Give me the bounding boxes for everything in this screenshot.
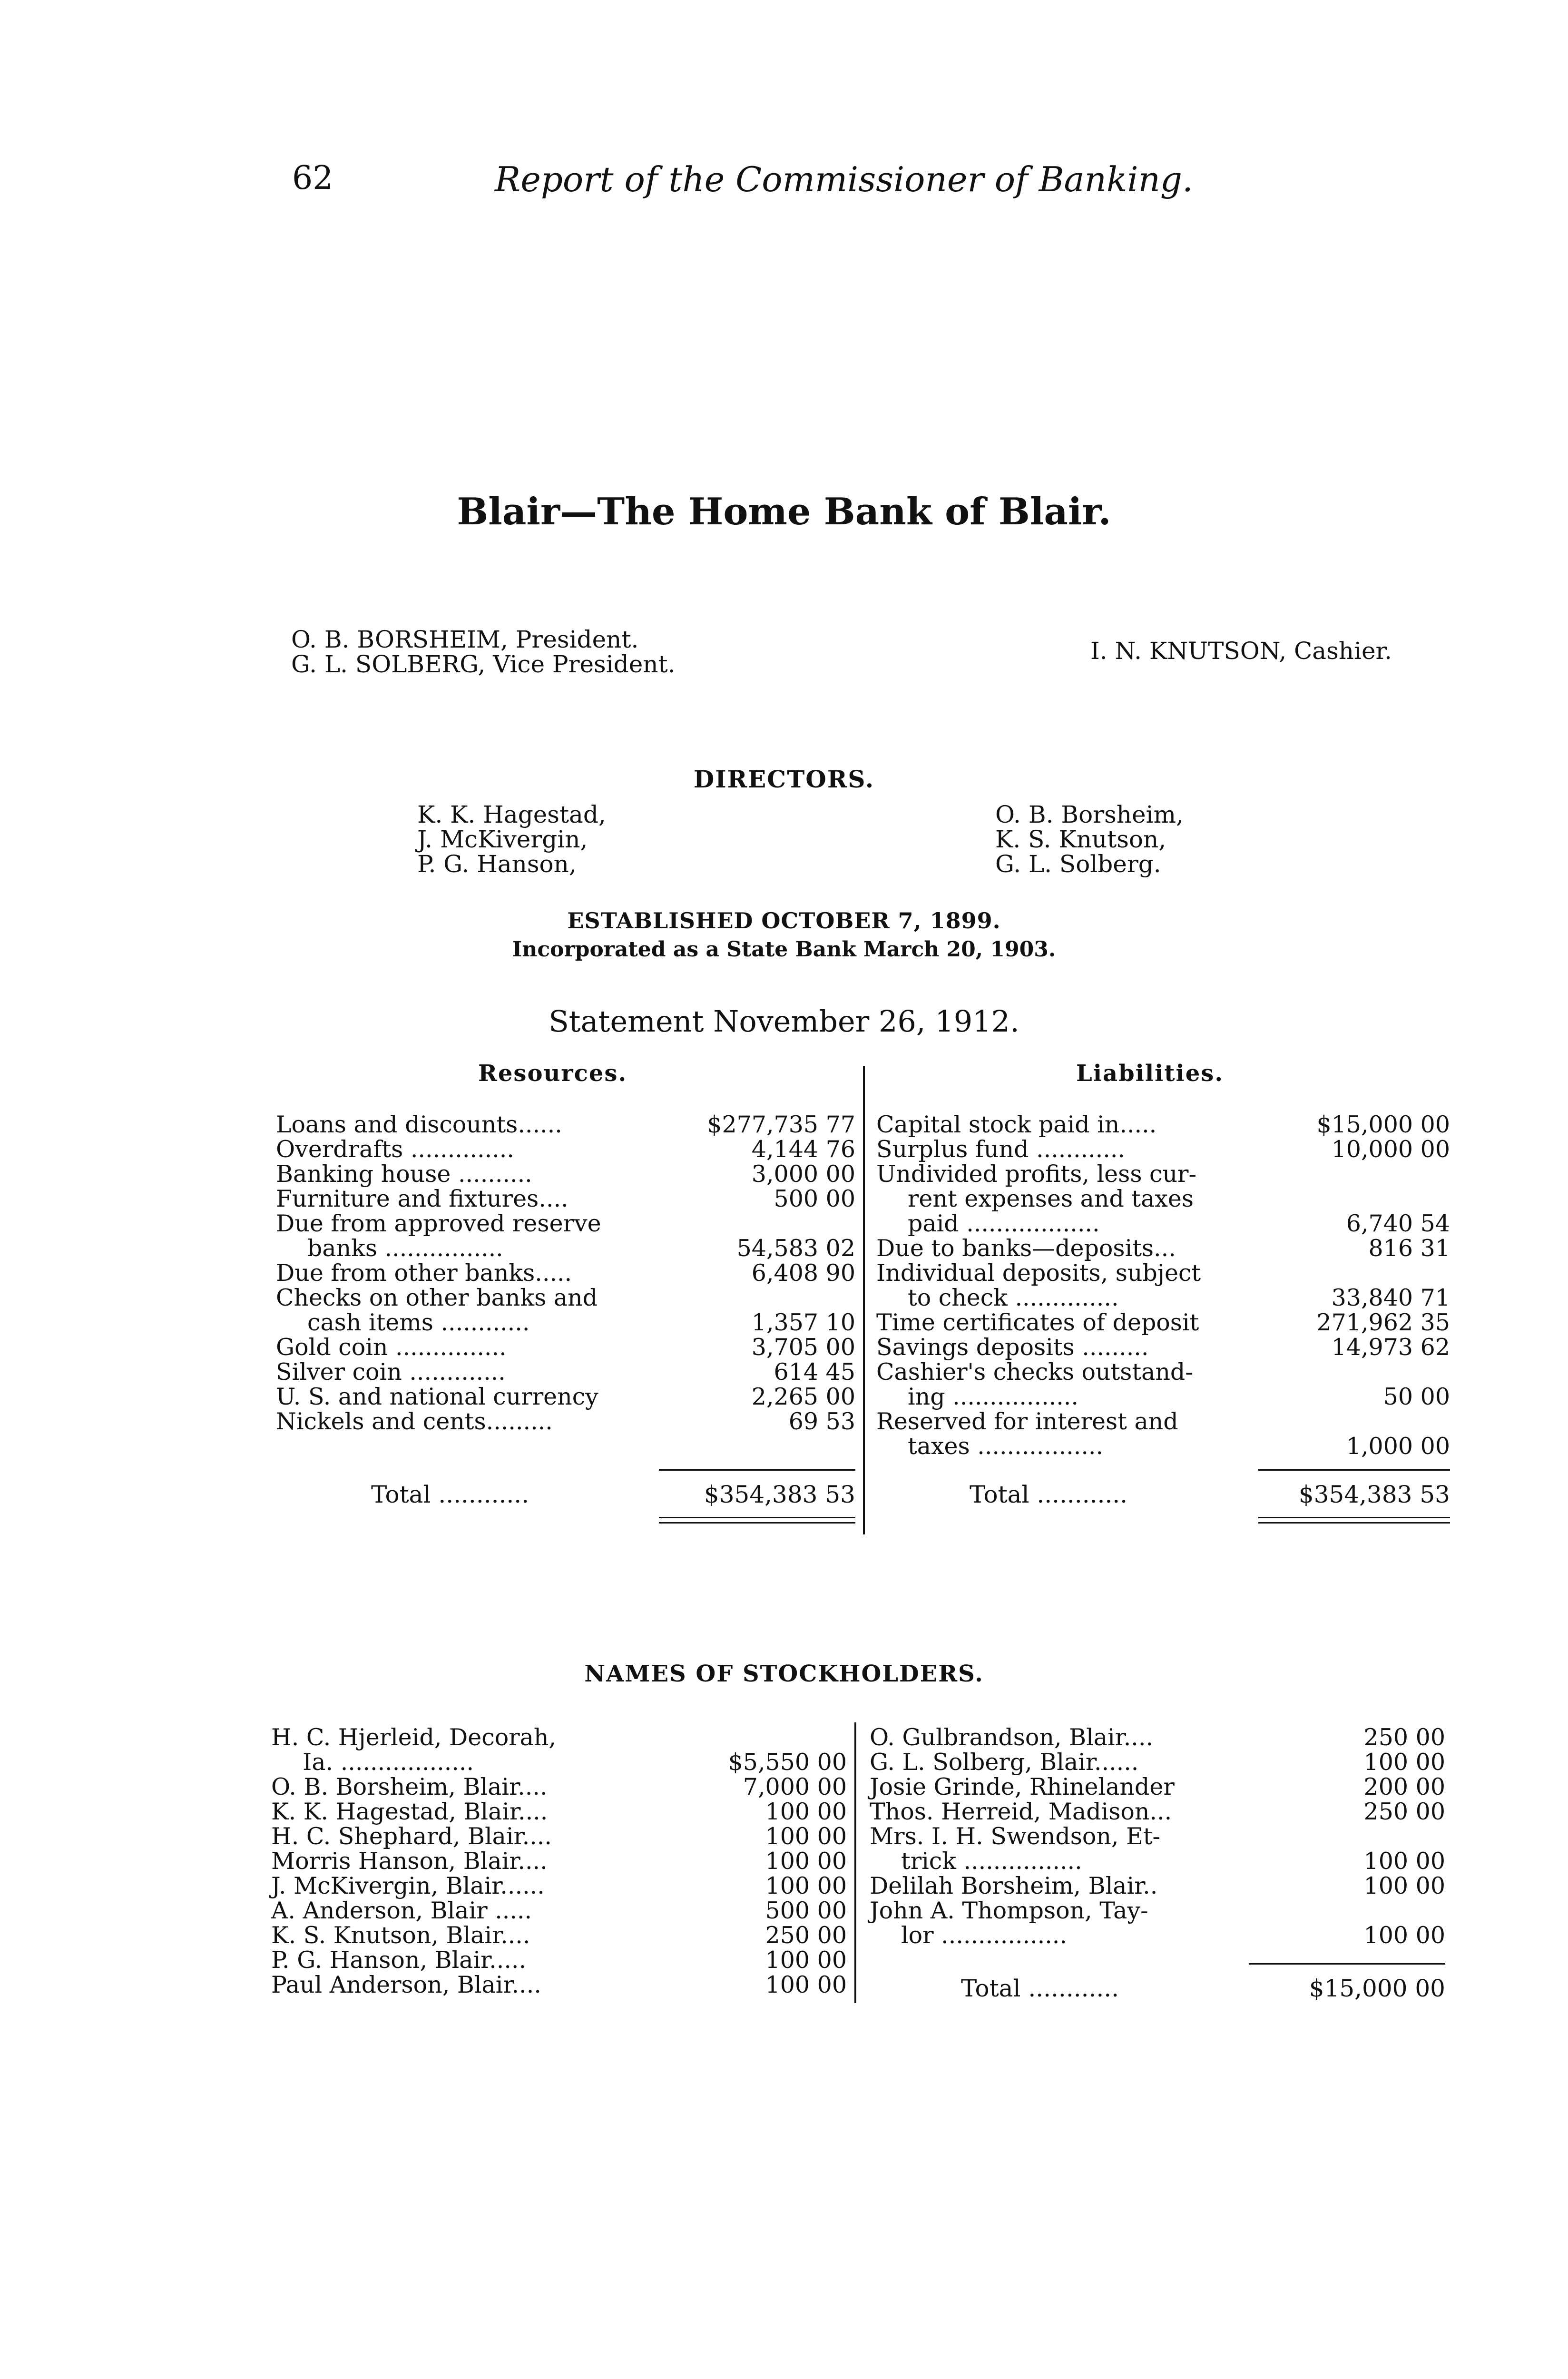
stockholder-row [870,1775,1445,1799]
stockholders-total-label: Total ............ [961,1975,1119,2002]
stockholder-amount: 100 00 [765,1872,847,1899]
stockholder-row [870,1898,1445,1923]
stockholder-row [870,1799,1445,1824]
stockholder-name: H. C. Hjerleid, Decorah, [271,1724,556,1751]
ledger-label: Gold coin ............... [276,1334,507,1361]
ledger-amount: 271,962 35 [1316,1309,1450,1336]
ledger-label: Time certificates of deposit [876,1309,1199,1336]
ledger-row [876,1360,1450,1385]
stockholder-name: trick ................ [901,1848,1082,1875]
ledger-amount: 816 31 [1368,1235,1450,1262]
stockholder-row [271,1824,847,1849]
ledger-amount: 500 00 [774,1185,855,1212]
resources-total-amount: $354,383 53 [704,1481,855,1508]
resources-ledger [276,1112,855,1434]
stockholder-amount: 100 00 [1363,1848,1445,1875]
ledger-amount: 614 45 [774,1358,855,1386]
ledger-row [876,1286,1450,1310]
stockholder-row [870,1923,1445,1948]
ledger-label: to check .............. [908,1284,1119,1311]
resources-heading: Resources. [478,1060,627,1087]
ledger-label: banks ................ [307,1235,503,1262]
ledger-label: Capital stock paid in..... [876,1111,1157,1138]
ledger-label: Silver coin ............. [276,1358,506,1386]
ledger-label: U. S. and national currency [276,1383,598,1410]
directors-right-column [995,802,1184,876]
ledger-label: Furniture and fixtures.... [276,1185,568,1212]
ledger-row [876,1409,1450,1434]
ledger-amount: 3,000 00 [751,1160,855,1188]
stockholder-amount: 200 00 [1363,1773,1445,1800]
stockholder-amount: 100 00 [765,1798,847,1825]
stockholder-name: H. C. Shephard, Blair.... [271,1823,552,1850]
ledger-row [876,1335,1450,1360]
ledger-label: Overdrafts .............. [276,1136,514,1163]
stockholder-name: P. G. Hanson, Blair..... [271,1946,527,1974]
stockholders-column-divider [854,1722,856,2003]
ledger-label: Nickels and cents......... [276,1408,553,1435]
stockholder-row [870,1824,1445,1849]
liabilities-total-amount: $354,383 53 [1298,1481,1450,1508]
resources-total-rule [659,1469,855,1471]
ledger-label: cash items ............ [307,1309,530,1336]
stockholders-right-list [870,1725,1445,1948]
ledger-label: Savings deposits ......... [876,1334,1149,1361]
stockholder-row [271,1750,847,1775]
director-name: G. L. Solberg. [995,850,1161,878]
statement-column-divider [863,1066,865,1534]
stockholders-total-amount: $15,000 00 [1309,1975,1445,2002]
ledger-label: Reserved for interest and [876,1408,1178,1435]
incorporated-line: Incorporated as a State Bank March 20, 1903. [512,937,1056,962]
stockholder-amount: 250 00 [1363,1798,1445,1825]
stockholders-total-row [961,1975,1445,2001]
ledger-amount: 33,840 71 [1331,1284,1450,1311]
ledger-label: Cashier's checks outstand- [876,1358,1193,1386]
ledger-row [276,1286,855,1310]
liabilities-heading: Liabilities. [1076,1060,1224,1087]
resources-total-row [371,1481,855,1507]
ledger-row [276,1335,855,1360]
stockholder-amount: 500 00 [765,1897,847,1924]
stockholder-name: Thos. Herreid, Madison... [870,1798,1172,1825]
running-title: Report of the Commissioner of Banking. [495,159,1193,199]
stockholder-row [870,1750,1445,1775]
stockholder-row [870,1849,1445,1874]
resources-total-label: Total ............ [371,1481,529,1508]
stockholder-amount: 100 00 [1363,1922,1445,1949]
stockholder-row [271,1775,847,1799]
stockholder-name: O. Gulbrandson, Blair.... [870,1724,1154,1751]
ledger-amount: 14,973 62 [1331,1334,1450,1361]
stockholder-name: John A. Thompson, Tay- [870,1897,1148,1924]
stockholders-heading: NAMES OF STOCKHOLDERS. [584,1661,984,1687]
stockholder-name: J. McKivergin, Blair...... [271,1872,545,1899]
ledger-row [876,1434,1450,1459]
ledger-row [876,1137,1450,1162]
stockholder-name: O. B. Borsheim, Blair.... [271,1773,548,1800]
ledger-label: paid .................. [908,1210,1100,1237]
ledger-label: Checks on other banks and [276,1284,598,1311]
ledger-amount: 3,705 00 [751,1334,855,1361]
stockholder-name: Mrs. I. H. Swendson, Et- [870,1823,1161,1850]
page-number: 62 [292,159,333,197]
liabilities-total-rule [1258,1469,1450,1471]
established-line: ESTABLISHED OCTOBER 7, 1899. [567,908,1001,934]
ledger-label: Undivided profits, less cur- [876,1160,1197,1188]
director-name: J. McKivergin, [417,826,588,853]
director-name: K. S. Knutson, [995,826,1166,853]
ledger-row [276,1409,855,1434]
stockholder-row [271,1973,847,1997]
ledger-label: Due from approved reserve [276,1210,601,1237]
statement-title: Statement November 26, 1912. [549,1004,1019,1039]
liabilities-total-label: Total ............ [970,1481,1128,1508]
ledger-row [876,1211,1450,1236]
ledger-row [276,1187,855,1211]
stockholder-amount: 100 00 [1363,1872,1445,1899]
ledger-row [276,1211,855,1236]
stockholder-amount: $5,550 00 [728,1749,847,1776]
stockholder-row [271,1898,847,1923]
officer-cashier: I. N. KNUTSON, Cashier. [1090,637,1392,665]
officer-vice-president: G. L. SOLBERG, Vice President. [291,650,676,678]
stockholder-amount: 100 00 [765,1946,847,1974]
stockholder-row [271,1948,847,1973]
director-name: P. G. Hanson, [417,850,577,878]
stockholder-name: A. Anderson, Blair ..... [271,1897,532,1924]
stockholder-amount: 100 00 [765,1823,847,1850]
ledger-amount: 69 53 [788,1408,855,1435]
ledger-row [276,1137,855,1162]
stockholder-name: Delilah Borsheim, Blair.. [870,1872,1158,1899]
officer-president: O. B. BORSHEIM, President. [291,626,639,653]
ledger-row [876,1187,1450,1211]
ledger-amount: $15,000 00 [1316,1111,1450,1138]
ledger-amount: 1,000 00 [1346,1433,1450,1460]
ledger-amount: 1,357 10 [751,1309,855,1336]
bank-title: Blair—The Home Bank of Blair. [457,490,1111,533]
stockholder-name: lor ................. [901,1922,1067,1949]
stockholder-amount: 250 00 [765,1922,847,1949]
stockholder-name: K. K. Hagestad, Blair.... [271,1798,548,1825]
ledger-row [876,1310,1450,1335]
ledger-amount: 6,408 90 [751,1259,855,1287]
ledger-row [876,1261,1450,1286]
ledger-row [276,1236,855,1261]
ledger-row [876,1112,1450,1137]
ledger-row [276,1162,855,1187]
ledger-row [276,1360,855,1385]
stockholder-amount: 100 00 [1363,1749,1445,1776]
stockholder-row [271,1874,847,1898]
stockholder-name: K. S. Knutson, Blair.... [271,1922,530,1949]
ledger-row [276,1261,855,1286]
ledger-label: Individual deposits, subject [876,1259,1201,1287]
ledger-label: Due to banks—deposits... [876,1235,1176,1262]
stockholders-left-list [271,1725,847,1997]
stockholder-amount: 100 00 [765,1971,847,1998]
ledger-row [876,1236,1450,1261]
director-name: O. B. Borsheim, [995,801,1184,828]
ledger-label: taxes ................. [908,1433,1104,1460]
ledger-amount: 54,583 02 [736,1235,855,1262]
stockholder-name: Josie Grinde, Rhinelander [870,1773,1175,1800]
ledger-row [876,1162,1450,1187]
stockholder-row [870,1725,1445,1750]
stockholder-amount: 7,000 00 [743,1773,847,1800]
ledger-amount: $277,735 77 [707,1111,855,1138]
stockholder-name: Ia. .................. [303,1749,474,1776]
ledger-row [276,1385,855,1409]
resources-double-rule [659,1517,855,1524]
stockholder-row [271,1849,847,1874]
director-name: K. K. Hagestad, [417,801,606,828]
liabilities-double-rule [1258,1517,1450,1524]
ledger-amount: 50 00 [1383,1383,1450,1410]
ledger-label: Due from other banks..... [276,1259,572,1287]
stockholder-name: G. L. Solberg, Blair...... [870,1749,1139,1776]
directors-left-column [417,802,606,876]
stockholder-row [271,1725,847,1750]
ledger-label: Surplus fund ............ [876,1136,1125,1163]
liabilities-ledger [876,1112,1450,1459]
ledger-amount: 2,265 00 [751,1383,855,1410]
stockholder-amount: 100 00 [765,1848,847,1875]
stockholder-name: Paul Anderson, Blair.... [271,1971,541,1998]
ledger-amount: 4,144 76 [751,1136,855,1163]
ledger-label: Loans and discounts...... [276,1111,562,1138]
ledger-amount: 10,000 00 [1331,1136,1450,1163]
ledger-amount: 6,740 54 [1346,1210,1450,1237]
directors-heading: DIRECTORS. [693,765,875,793]
ledger-label: rent expenses and taxes [908,1185,1194,1212]
stockholder-amount: 250 00 [1363,1724,1445,1751]
stockholders-total-rule [1249,1963,1445,1965]
stockholder-row [870,1874,1445,1898]
ledger-row [276,1310,855,1335]
ledger-label: ing ................. [908,1383,1078,1410]
ledger-row [276,1112,855,1137]
stockholder-name: Morris Hanson, Blair.... [271,1848,548,1875]
stockholder-row [271,1923,847,1948]
stockholder-row [271,1799,847,1824]
ledger-label: Banking house .......... [276,1160,532,1188]
liabilities-total-row [970,1481,1450,1507]
ledger-row [876,1385,1450,1409]
